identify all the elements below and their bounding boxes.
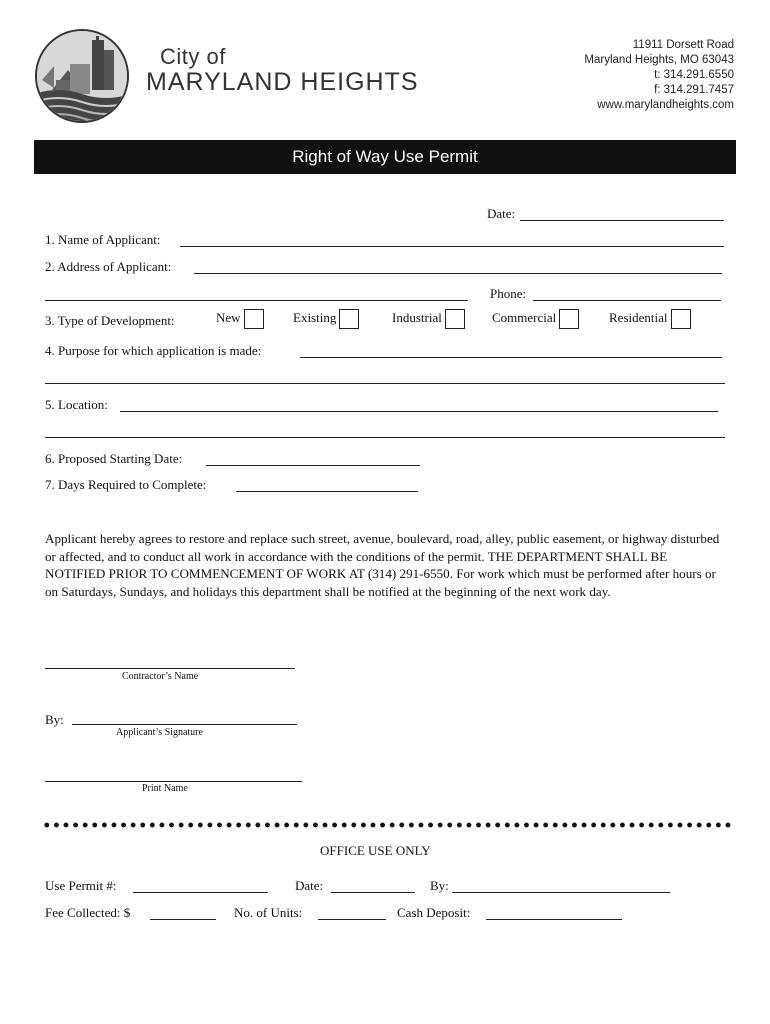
start-date-field[interactable] xyxy=(206,465,420,466)
option-residential-label: Residential xyxy=(609,309,668,325)
applicant-address-field[interactable] xyxy=(194,273,722,274)
units-label: No. of Units: xyxy=(234,905,303,920)
office-by-field[interactable] xyxy=(452,892,670,893)
office-use-heading: OFFICE USE ONLY xyxy=(320,843,431,858)
office-date-field[interactable] xyxy=(331,892,415,893)
office-by-label: By: xyxy=(430,878,449,893)
city-of-label: City of xyxy=(160,44,226,69)
checkbox-industrial[interactable] xyxy=(445,309,465,329)
contact-block xyxy=(584,38,734,113)
phone-number: t: 314.291.6550 xyxy=(654,69,734,81)
fee-collected-field[interactable] xyxy=(150,919,216,920)
purpose-field[interactable] xyxy=(300,357,722,358)
location-field-2[interactable] xyxy=(45,437,725,438)
location-field[interactable] xyxy=(120,411,718,412)
option-industrial-label: Industrial xyxy=(392,309,442,325)
option-existing[interactable] xyxy=(293,309,359,329)
applicant-address-field-2[interactable] xyxy=(45,300,468,301)
city-name-text: MARYLAND HEIGHTS xyxy=(146,68,419,96)
city-name xyxy=(146,68,419,97)
fee-collected-label: Fee Collected: $ xyxy=(45,905,131,920)
checkbox-residential[interactable] xyxy=(671,309,691,329)
print-name-field[interactable] xyxy=(45,781,302,782)
option-commercial[interactable] xyxy=(492,309,579,329)
agreement-text: Applicant hereby agrees to restore and replace such street, avenue, boulevard, road, alley, public easement, or highway disturbed or affected, and to conduct all work in accordance with the conditions of the permit. THE DEPARTMENT SHALL BE NOTIFIED PRIOR TO COMMENCEMENT OF WORK AT (314) 291-6550. For work which must be performed after hours or on Saturdays, Sundays, and holidays this department shall be notified at the beginning of the next work day. xyxy=(45,531,720,599)
cash-deposit-field[interactable] xyxy=(486,919,622,920)
applicant-signature-field[interactable] xyxy=(72,724,297,725)
by-label: By: xyxy=(45,712,64,727)
checkbox-commercial[interactable] xyxy=(559,309,579,329)
checkbox-new[interactable] xyxy=(244,309,264,329)
website: www.marylandheights.com xyxy=(597,99,734,111)
cash-deposit-label: Cash Deposit: xyxy=(397,905,471,920)
option-commercial-label: Commercial xyxy=(492,309,557,325)
date-field[interactable] xyxy=(520,220,724,221)
option-new-label: New xyxy=(216,309,241,325)
days-required-field[interactable] xyxy=(236,491,418,492)
print-name-caption: Print Name xyxy=(142,783,188,794)
phone-label: Phone: xyxy=(490,286,527,301)
phone-field[interactable] xyxy=(533,300,721,301)
office-date-label: Date: xyxy=(295,878,324,893)
option-new[interactable] xyxy=(216,309,264,329)
purpose-field-2[interactable] xyxy=(45,383,725,384)
applicant-name-label: 1. Name of Applicant: xyxy=(45,232,161,247)
fax-number: f: 314.291.7457 xyxy=(654,84,734,96)
location-label: 5. Location: xyxy=(45,397,108,412)
start-date-label: 6. Proposed Starting Date: xyxy=(45,451,183,466)
units-field[interactable] xyxy=(318,919,386,920)
contractor-name-caption: Contractor’s Name xyxy=(122,671,199,682)
days-required-label: 7. Days Required to Complete: xyxy=(45,477,207,492)
applicant-name-field[interactable] xyxy=(180,246,724,247)
dotted-divider xyxy=(42,820,732,830)
contractor-name-field[interactable] xyxy=(45,668,295,669)
checkbox-existing[interactable] xyxy=(339,309,359,329)
option-existing-label: Existing xyxy=(293,309,337,325)
applicant-address-label: 2. Address of Applicant: xyxy=(45,259,172,274)
development-type-label: 3. Type of Development: xyxy=(45,313,175,328)
purpose-label: 4. Purpose for which application is made: xyxy=(45,343,262,358)
permit-number-field[interactable] xyxy=(133,892,268,893)
option-residential[interactable] xyxy=(609,309,691,329)
applicant-signature-caption: Applicant’s Signature xyxy=(116,727,203,738)
form-title: Right of Way Use Permit xyxy=(34,140,736,174)
option-industrial[interactable] xyxy=(392,309,465,329)
permit-number-label: Use Permit #: xyxy=(45,878,117,893)
date-label: Date: xyxy=(487,206,516,221)
address-line1: 11911 Dorsett Road xyxy=(632,39,734,51)
address-line2: Maryland Heights, MO 63043 xyxy=(584,54,734,66)
city-logo xyxy=(34,28,130,124)
